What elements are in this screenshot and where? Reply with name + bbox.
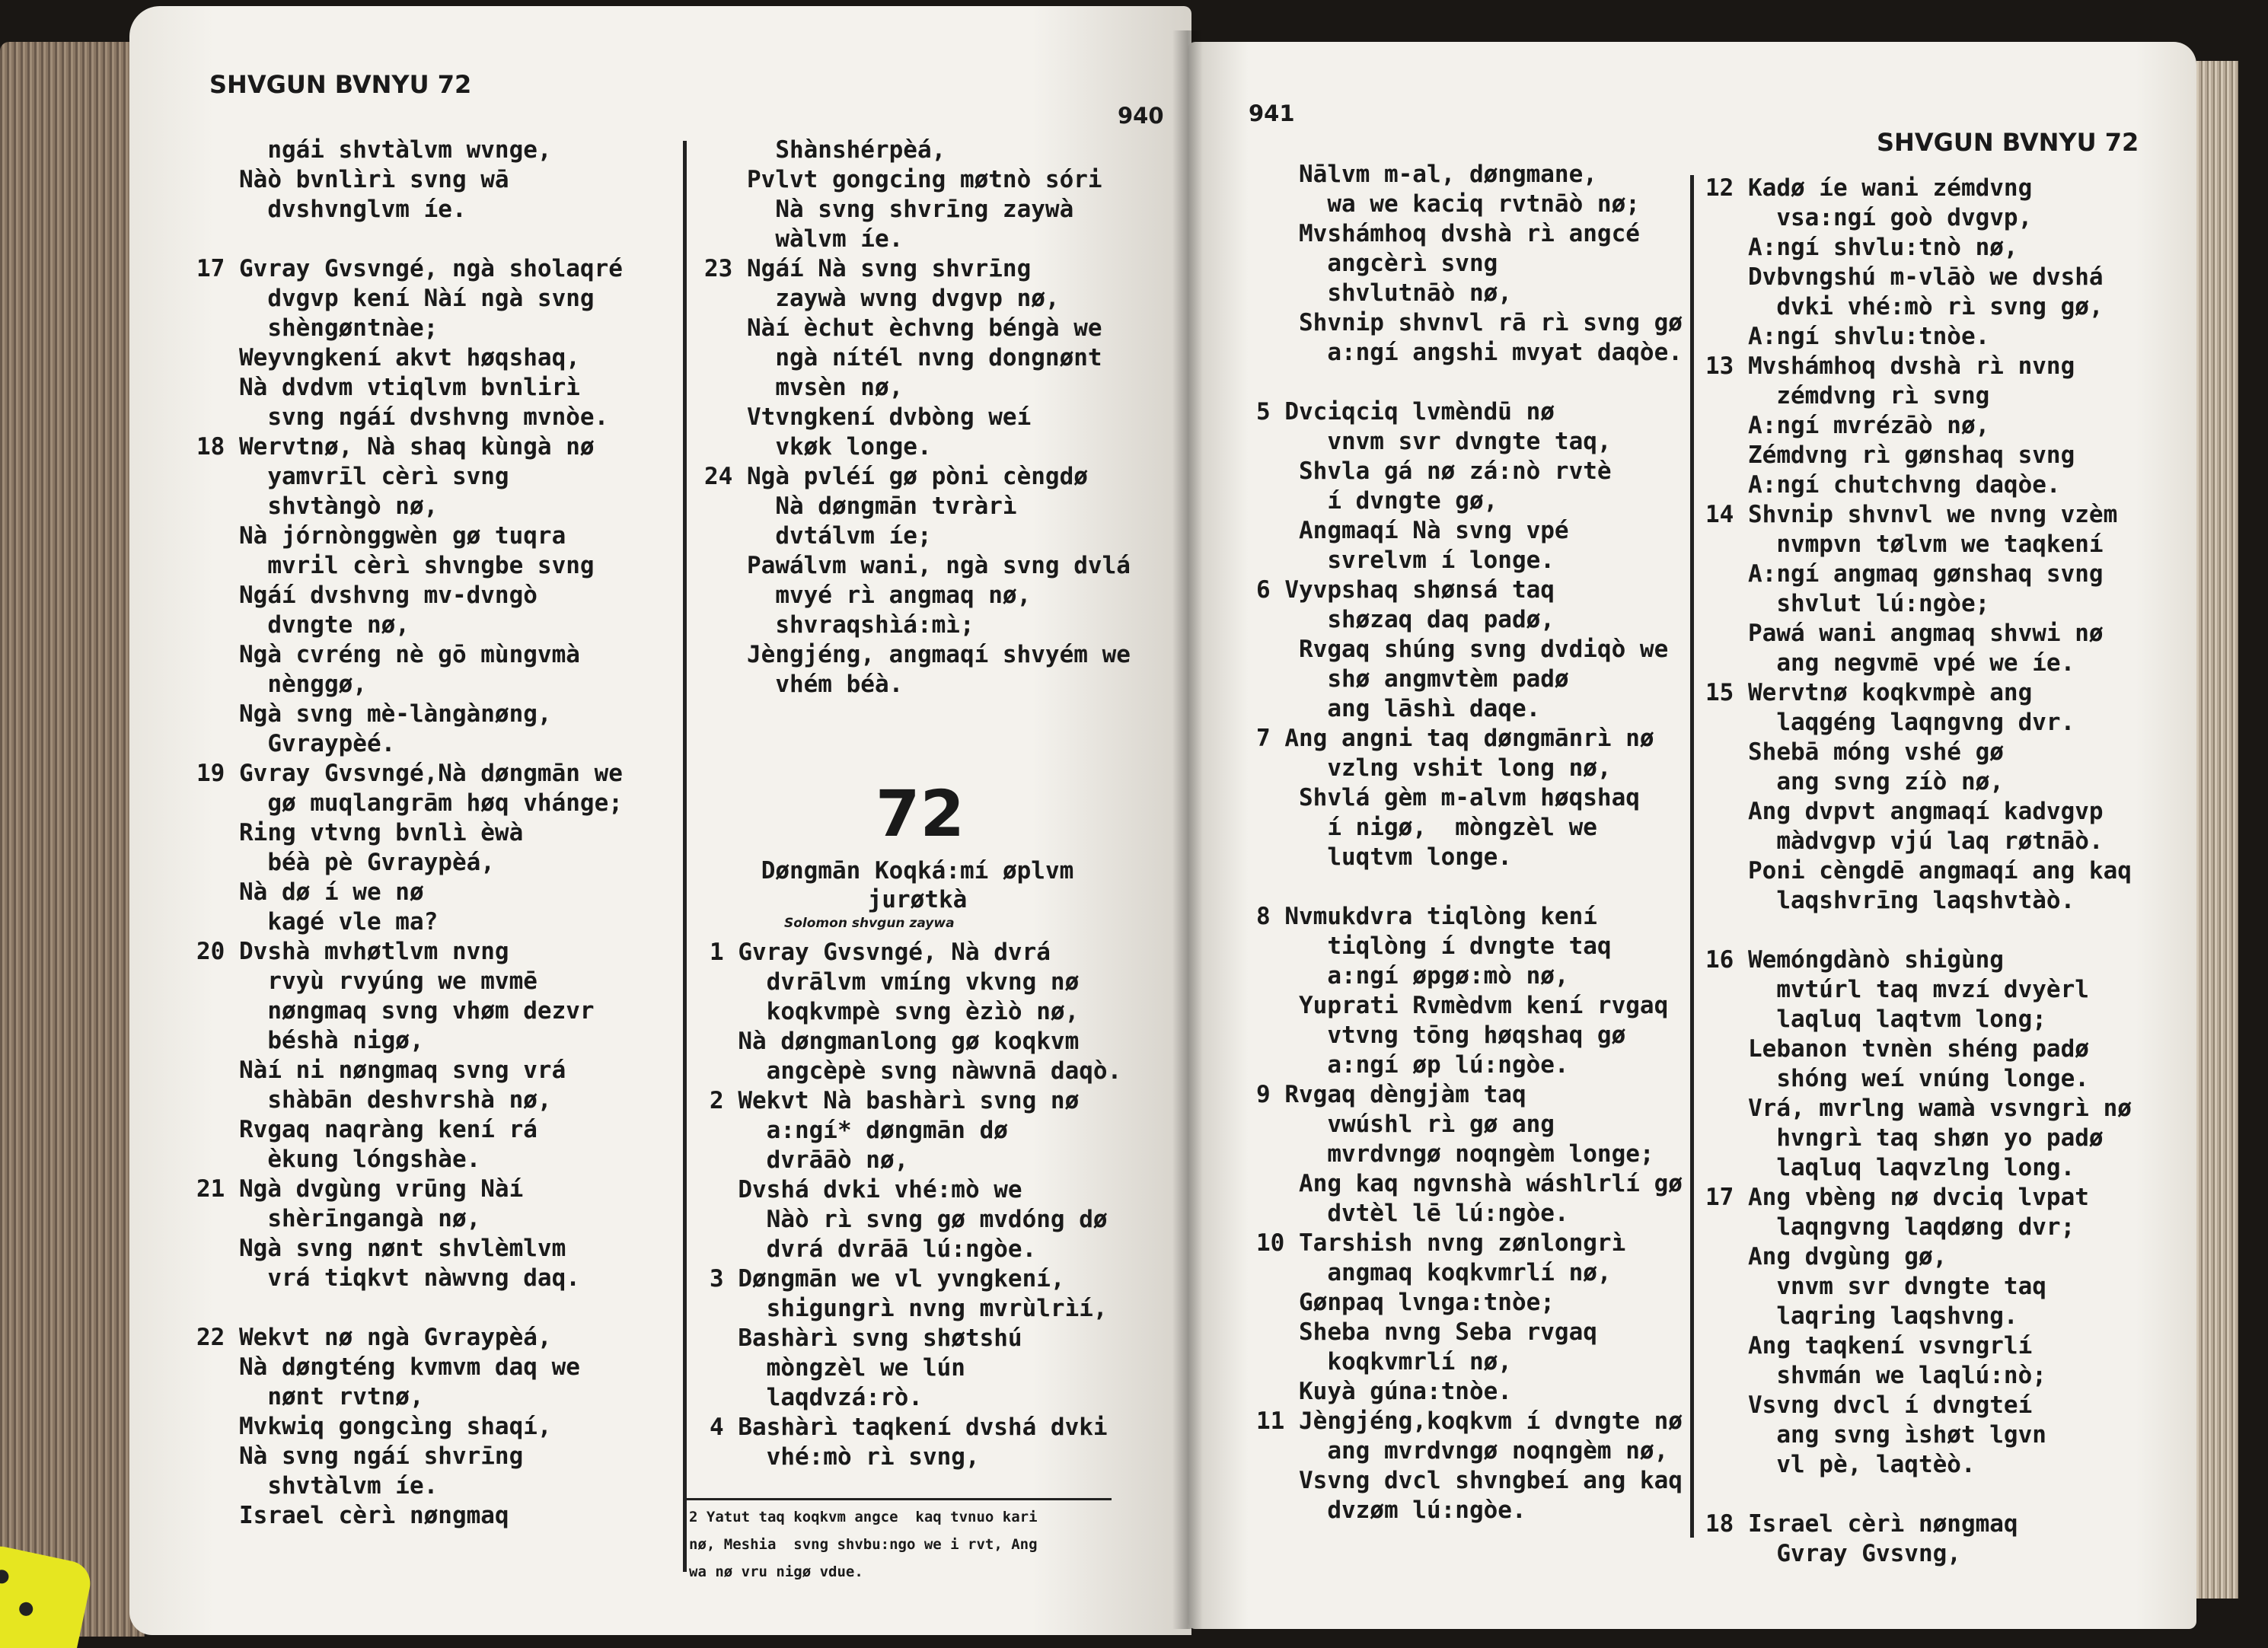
verse-line: angcèrì svng [1256,250,1498,277]
verse-line: 3 Døngmān we vl yvngkení, [710,1265,1065,1293]
footnote-rule [685,1498,1112,1500]
verse-line: mvyé rì angmaq nø, [704,582,1032,609]
verse-line: ngái shvtàlvm wvnge, [196,136,552,164]
verse-line: màdvgvp vjú laq røtnāò. [1705,827,2104,855]
verse-line: 14 Shvnip shvnvl we nvng vzèm [1705,501,2118,528]
verse-line: Nà dø í we nø [196,878,424,906]
verse-line: í nigø, mòngzèl we [1256,814,1597,841]
verse-line: ang mvrdvngø noqngèm nø, [1256,1437,1669,1465]
verse-line: Zémdvng rì gønshaq svng [1705,441,2075,469]
verse-line: èkung lóngshàe. [196,1146,481,1173]
verse-line: shvlutnāò nø, [1256,279,1512,307]
verse-line: 11 Jèngjéng,koqkvm í dvngte nø [1256,1407,1683,1435]
left-page-column-rule [683,141,687,1572]
book-gutter [1172,30,1203,1629]
left-page-number: 940 [1118,103,1164,129]
verse-line: dvshvnglvm íe. [196,196,467,223]
verse-line: shvlut lú:ngòe; [1705,590,1990,617]
verse-line: laqdvzá:rò. [710,1384,923,1411]
verse-line: Dvshá dvki vhé:mò we [710,1176,1022,1203]
verse-line: Shànshérpèá, [704,136,946,164]
verse-line: Ang dvpvt angmaqí kadvgvp [1705,798,2104,825]
verse-line: ang svng zíò nø, [1705,768,2004,795]
verse-line: Bashàrì svng shøtshú [710,1324,1022,1352]
verse-line: 13 Mvshámhoq dvshà rì nvng [1705,352,2075,380]
verse-line: a:ngí øpgø:mò nø, [1256,962,1569,990]
verse-line: laqgéng laqngvng dvr. [1705,709,2075,736]
right-page-number: 941 [1249,100,1295,126]
verse-line: Shvnip shvnvl rā rì svng gø [1256,309,1683,336]
verse-line: Pawá wani angmaq shvwi nø [1705,620,2104,647]
verse-line: laqring laqshvng. [1705,1302,2018,1330]
verse-line: Kuyà gúna:tnòe. [1256,1378,1512,1405]
verse-line: Pawálvm wani, ngà svng dvlá [704,552,1131,579]
verse-line: béshà nigø, [196,1027,424,1054]
verse-line: 7 Ang angni taq døngmānrì nø [1256,725,1654,752]
verse-line: 6 Vyvpshaq shønsá taq [1256,576,1555,604]
psalm-title-line-1: Døngmān Koqká:mí øplvm [761,857,1074,885]
verse-line: Ang dvgùng gø, [1705,1243,1947,1270]
left-page-column-2-top [704,135,1131,700]
verse-line: vwúshl rì gø ang [1256,1111,1555,1138]
verse-line: nønt rvtnø, [196,1383,424,1411]
verse-line: 23 Ngáí Nà svng shvrīng [704,255,1032,282]
verse-line: Poni cèngdē angmaqí ang kaq [1705,857,2132,885]
verse-line: Ngà svng mè-làngànøng, [196,700,552,728]
verse-line: shàbān deshvrshà nø, [196,1086,552,1114]
verse-line: Nàí èchut èchvng béngà we [704,314,1102,342]
verse-line: vnvm svr dvngte taq, [1256,428,1612,455]
verse-line: Ring vtvng bvnlì èwà [196,819,524,846]
verse-line: nøngmaq svng vhøm dezvr [196,997,595,1025]
verse-line: shø angmvtèm padø [1256,665,1569,693]
verse-line: a:ngí øp lú:ngòe. [1256,1051,1569,1079]
verse-line: 15 Wervtnø koqkvmpè ang [1705,679,2033,706]
left-page-column-1 [196,135,623,1531]
verse-line: svrelvm í longe. [1256,547,1555,574]
verse-line: Gønpaq lvnga:tnòe; [1256,1289,1555,1316]
verse-line: Nàí ni nøngmaq svng vrá [196,1057,566,1084]
verse-line: tiqlòng í dvngte taq [1256,932,1612,960]
left-running-head: SHVGUN BVNYU 72 [209,70,472,99]
verse-line: béà pè Gvraypèá, [196,849,495,876]
verse-line: 10 Tarshish nvng zønlongrì [1256,1229,1626,1257]
verse-line: shvraqshìá:mì; [704,611,975,639]
verse-line: Shvla gá nø zá:nò rvtè [1256,457,1612,485]
verse-line: vtvng tōng høqshaq gø [1256,1022,1626,1049]
verse-line: Nà døngténg kvmvm daq we [196,1353,580,1381]
verse-line: Vsvng dvcl í dvngteí [1705,1391,2033,1419]
psalm-number: 72 [876,776,965,851]
psalm-title-line-2: jurøtkà [867,886,968,913]
verse-line: Mvkwiq gongcìng shaqí, [196,1413,552,1440]
verse-line: Israel cèrì nøngmaq [196,1502,509,1529]
verse-line: mvsèn nø, [704,374,904,401]
verse-line: shigungrì nvng mvrùlrìí, [710,1295,1108,1322]
verse-line: kagé vle ma? [196,908,439,936]
verse-line: A:ngí shvlu:tnò nø, [1705,234,2018,261]
verse-line: a:ngí angshi mvyat daqòe. [1256,339,1683,366]
verse-line: shvtàlvm íe. [196,1472,439,1500]
verse-line: Shvlá gèm m-alvm høqshaq [1256,784,1640,811]
verse-line: 19 Gvray Gvsvngé,Nà døngmān we [196,760,623,787]
verse-line: dvtèl lē lú:ngòe. [1256,1200,1569,1227]
verse-line: yamvrīl cèrì svng [196,463,509,490]
verse-line: 5 Dvciqciq lvmèndū nø [1256,398,1555,426]
verse-line: Yuprati Rvmèdvm kení rvgaq [1256,992,1669,1019]
verse-line: Ang taqkení vsvngrlí [1705,1332,2033,1360]
verse-line: 4 Bashàrì taqkení dvshá dvki [710,1414,1108,1441]
psalm-subtitle: Solomon shvgun zaywa [784,916,955,931]
verse-line: zaywà wvng dvgvp nø, [704,285,1060,312]
verse-line: Nà døngmanlong gø koqkvm [710,1028,1080,1055]
verse-line: angcèpè svng nàwvnā daqò. [710,1057,1122,1085]
verse-line: Ngáí dvshvng mv-dvngò [196,582,537,609]
right-running-head: SHVGUN BVNYU 72 [1877,128,2139,157]
verse-line: rvyù rvyúng we mvmē [196,967,537,995]
verse-line: 1 Gvray Gvsvngé, Nà dvrá [710,939,1051,966]
left-page-edges [0,42,145,1637]
verse-line: mvril cèrì shvngbe svng [196,552,595,579]
verse-line: vhé:mò rì svng, [710,1443,980,1471]
verse-line: A:ngí angmaq gønshaq svng [1705,560,2104,588]
verse-line: ang negvmē vpé we íe. [1705,649,2075,677]
verse-line: Jèngjéng, angmaqí shvyém we [704,641,1131,668]
verse-line [196,1293,623,1323]
verse-line: vhém béà. [704,671,904,698]
verse-line: shøzaq daq padø, [1256,606,1555,633]
verse-line: koqkvmrlí nø, [1256,1348,1512,1375]
verse-line [1705,916,2132,945]
verse-line: A:ngí mvrézāò nø, [1705,412,1990,439]
verse-line: dvrá dvrāā lú:ngòe. [710,1235,1037,1263]
verse-line: gø muqlangrām høq vhánge; [196,789,623,817]
verse-line: shèrīngangà nø, [196,1205,481,1232]
verse-line: vsa:ngí goò dvgvp, [1705,204,2033,231]
verse-line: 12 Kadø íe wani zémdvng [1705,174,2033,202]
verse-line: vl pè, laqtèò. [1705,1451,1976,1478]
verse-line: Gvraypèé. [196,730,396,757]
verse-line: shèngøntnàe; [196,314,439,342]
verse-line: ang lāshì daqe. [1256,695,1541,722]
verse-line: shvmán we laqlú:nò; [1705,1362,2046,1389]
verse-line: Ngà cvréng nè gō mùngvmà [196,641,580,668]
verse-line: Rvgaq naqràng kení rá [196,1116,537,1143]
verse-line: 9 Rvgaq dèngjàm taq [1256,1081,1526,1108]
verse-line: laqngvng laqdøng dvr; [1705,1213,2075,1241]
verse-line: Nà jórnònggwèn gø tuqra [196,522,566,550]
verse-line: Rvgaq shúng svng dvdiqò we [1256,636,1669,663]
verse-line [1256,368,1683,397]
verse-line: dvki vhé:mò rì svng gø, [1705,293,2104,320]
verse-line: Vsvng dvcl shvngbeí ang kaq [1256,1467,1683,1494]
verse-line [1705,1480,2132,1509]
verse-line: mvrdvngø noqngèm longe; [1256,1140,1654,1168]
verse-line: 2 Yatut taq koqkvm angce kaq tvnuo kari [689,1509,1038,1525]
verse-line: Vtvngkení dvbòng weí [704,403,1032,431]
verse-line: 20 Dvshà mvhøtlvm nvng [196,938,509,965]
verse-line: Weyvngkení akvt høqshaq, [196,344,580,371]
verse-line: Shebā móng vshé gø [1705,738,2004,766]
footnote [689,1503,1038,1586]
verse-line: 17 Gvray Gvsvngé, ngà sholaqré [196,255,623,282]
verse-line: dvngte nø, [196,611,410,639]
verse-line: a:ngí* døngmān dø [710,1117,1008,1144]
verse-line: wàlvm íe. [704,225,904,253]
verse-line: Dvbvngshú m-vlāò we dvshá [1705,263,2104,291]
verse-line: 16 Wemóngdànò shigùng [1705,946,2004,974]
verse-line: A:ngí shvlu:tnòe. [1705,323,1990,350]
verse-line: mòngzèl we lún [710,1354,965,1382]
verse-line: Nàò bvnlìrì svng wā [196,166,509,193]
verse-line: Vrá, mvrlng wamà vsvngrì nø [1705,1095,2132,1122]
verse-line: Nālvm m-al, døngmane, [1256,161,1597,188]
right-page-edges [2193,61,2238,1599]
verse-line: luqtvm longe. [1256,843,1512,871]
verse-line: hvngrì taq shøn yo padø [1705,1124,2104,1152]
left-page-column-2-bottom [710,938,1121,1472]
verse-line: í dvngte gø, [1256,487,1498,515]
right-page-column-1 [1256,160,1683,1525]
verse-line: vkøk longe. [704,433,932,461]
verse-line: nènggø, [196,671,367,698]
verse-line: dvgvp kení Nàí ngà svng [196,285,595,312]
verse-line: Nà dvdvm vtiqlvm bvnlirì [196,374,580,401]
verse-line: Nà svng ngáí shvrīng [196,1442,524,1470]
verse-line: 17 Ang vbèng nø dvciq lvpat [1705,1184,2089,1211]
verse-line: Ngà svng nønt shvlèmlvm [196,1235,566,1262]
verse-line: vrá tiqkvt nàwvng daq. [196,1264,580,1292]
verse-line: ang svng ìshøt lgvn [1705,1421,2046,1449]
verse-line: dvrāāò nø, [710,1146,909,1174]
verse-line: mvtúrl taq mvzí dvyèrl [1705,976,2089,1003]
verse-line: Mvshámhoq dvshà rì angcé [1256,220,1640,247]
verse-line: nvmpvn tølvm we taqkení [1705,531,2104,558]
verse-line: svng ngáí dvshvng mvnòe. [196,403,609,431]
right-page-column-rule [1690,175,1694,1538]
verse-line: Gvray Gvsvng, [1705,1540,1961,1567]
verse-line: vzlng vshit long nø, [1256,754,1612,782]
verse-line: Nà svng shvrīng zaywà [704,196,1074,223]
verse-line: Lebanon tvnèn shéng padø [1705,1035,2089,1063]
verse-line: laqluq laqvzlng long. [1705,1154,2075,1181]
verse-line: dvrālvm vmíng vkvng nø [710,968,1080,996]
verse-line: 2 Wekvt Nà bashàrì svng nø [710,1087,1080,1114]
verse-line: Sheba nvng Seba rvgaq [1256,1318,1597,1346]
verse-line: nø, Meshia svng shvbu:ngo we i rvt, Ang [689,1536,1038,1553]
verse-line: shvtàngò nø, [196,492,439,520]
right-page-column-2 [1705,174,2132,1569]
verse-line: Pvlvt gongcing møtnò sóri [704,166,1102,193]
verse-line: wa nø vru nigø vdue. [689,1564,863,1580]
verse-line: laqluq laqtvm long; [1705,1006,2046,1033]
verse-line: Ang kaq ngvnshà wáshlrlí gø [1256,1170,1683,1197]
verse-line: dvtálvm íe; [704,522,932,550]
verse-line: 18 Israel cèrì nøngmaq [1705,1510,2018,1538]
verse-line: zémdvng rì svng [1705,382,1990,410]
verse-line: Nàò rì svng gø mvdóng dø [710,1206,1108,1233]
verse-line: dvzøm lú:ngòe. [1256,1497,1526,1524]
verse-line [196,225,623,254]
verse-line: Nà døngmān tvràrì [704,492,1017,520]
verse-line: 8 Nvmukdvra tiqlòng kení [1256,903,1597,930]
verse-line: 22 Wekvt nø ngà Gvraypèá, [196,1324,552,1351]
verse-line: ngà nítél nvng dongnønt [704,344,1102,371]
verse-line: 24 Ngà pvléí gø pòni cèngdø [704,463,1088,490]
verse-line [1256,872,1683,902]
verse-line: vnvm svr dvngte taq [1705,1273,2046,1300]
verse-line: wa we kaciq rvtnāò nø; [1256,190,1640,218]
verse-line: angmaq koqkvmrlí nø, [1256,1259,1612,1286]
verse-line: laqshvrīng laqshvtàò. [1705,887,2075,914]
verse-line: 18 Wervtnø, Nà shaq kùngà nø [196,433,595,461]
verse-line: 21 Ngà dvgùng vrūng Nàí [196,1175,524,1203]
verse-line: Angmaqí Nà svng vpé [1256,517,1569,544]
verse-line: shóng weí vnúng longe. [1705,1065,2089,1092]
verse-line: A:ngí chutchvng daqòe. [1705,471,2061,499]
verse-line: koqkvmpè svng èzìò nø, [710,998,1080,1025]
